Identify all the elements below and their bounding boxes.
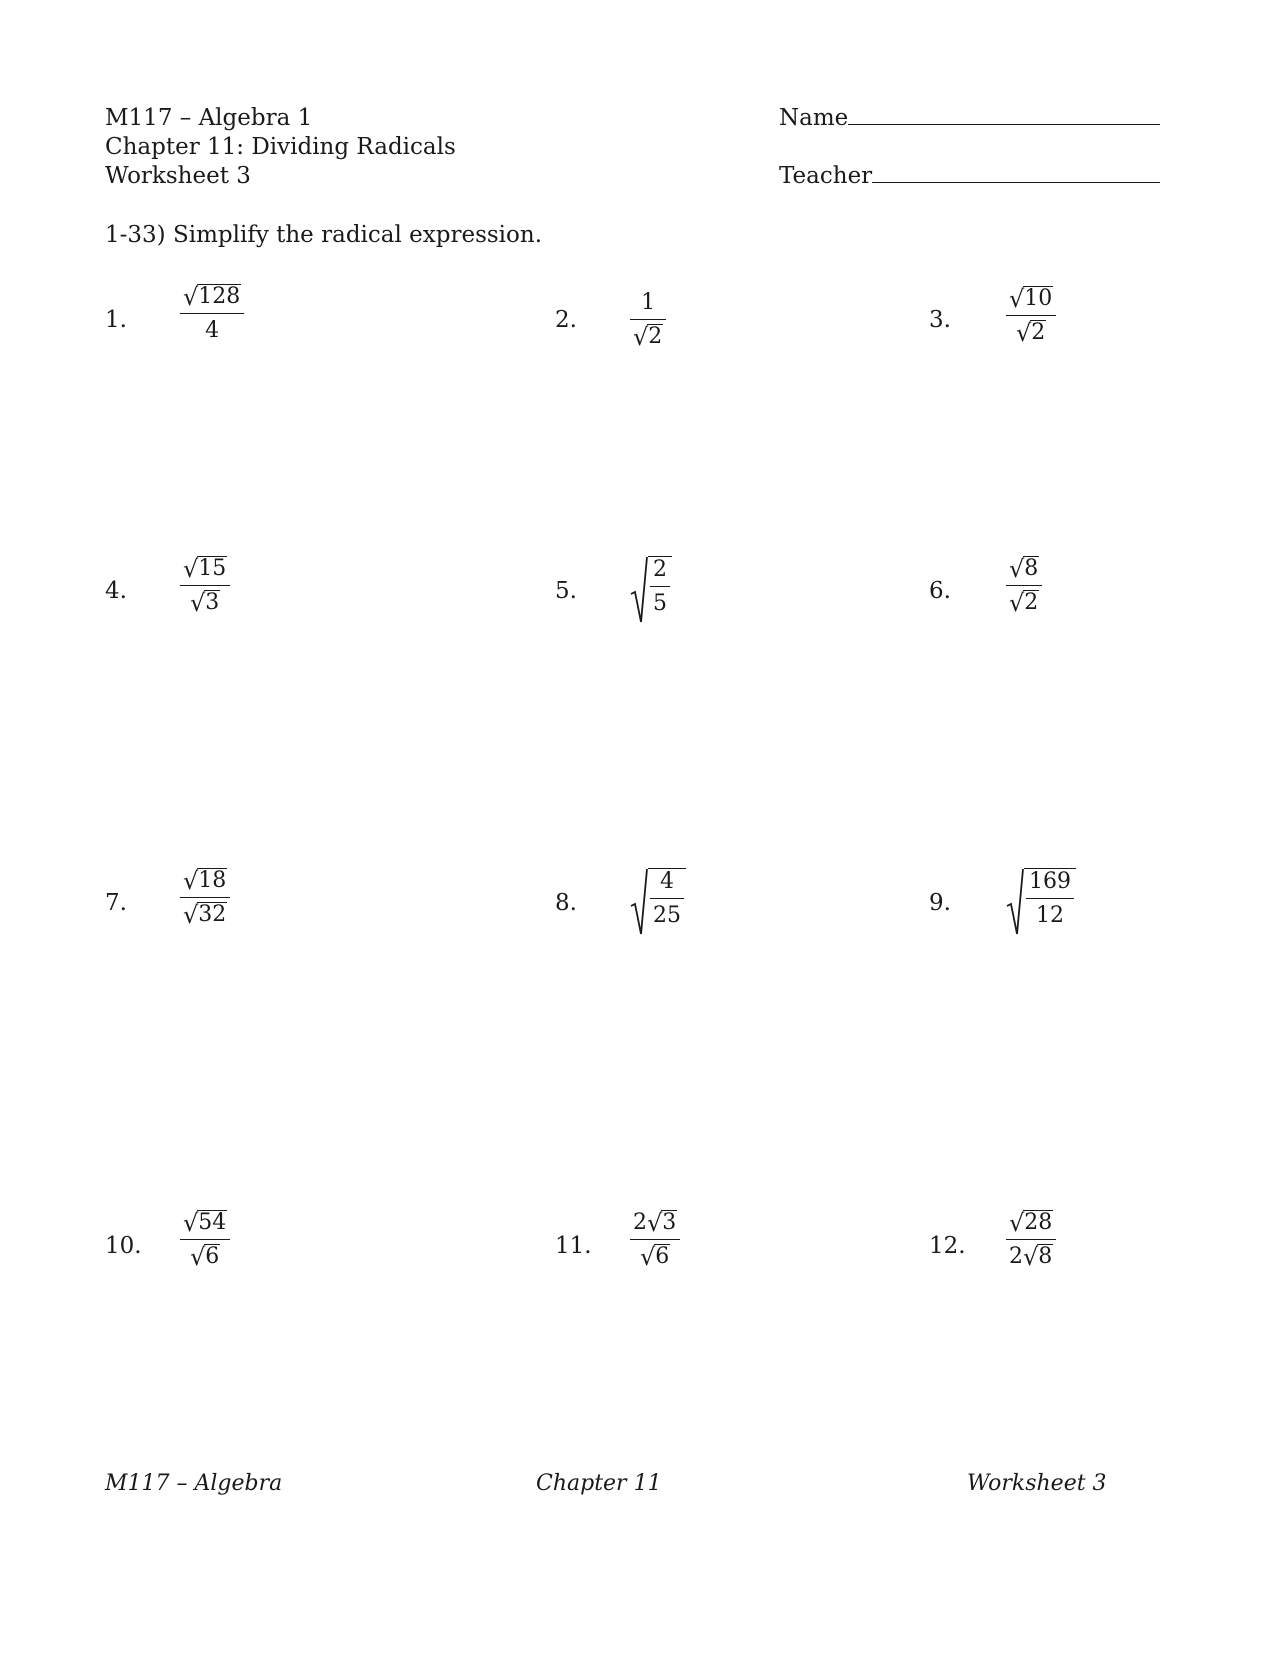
fraction-bar xyxy=(180,313,244,314)
fraction: 1 √ 2 xyxy=(630,290,666,350)
teacher-field[interactable] xyxy=(779,162,1160,189)
radical: √ 8 xyxy=(1009,555,1039,583)
fraction-bar xyxy=(650,586,670,587)
radical xyxy=(1006,868,1076,936)
footer-center: Chapter 11 xyxy=(536,1471,662,1496)
problem-number: 10. xyxy=(105,1233,142,1259)
name-blank-line[interactable] xyxy=(848,104,1160,125)
fraction-bar xyxy=(180,1239,230,1240)
teacher-label: Teacher xyxy=(779,163,873,189)
radical-sign xyxy=(630,868,648,936)
problem-5-expression xyxy=(630,556,672,624)
fraction: $\frac{4}{25}$ xyxy=(650,869,684,929)
fraction-bar xyxy=(1006,1239,1056,1240)
course-title: M117 – Algebra 1 xyxy=(105,105,313,131)
problem-number: 12. xyxy=(929,1233,966,1259)
radical: √ 28 xyxy=(1009,1209,1053,1237)
worksheet-title: Worksheet 3 xyxy=(105,163,251,189)
name-label: Name xyxy=(779,105,849,131)
radical: √ 15 xyxy=(183,555,227,583)
radical-sign xyxy=(630,556,648,624)
radical: √ 6 xyxy=(640,1243,670,1271)
problem-number: 1. xyxy=(105,307,127,333)
radical: √ 10 xyxy=(1009,285,1053,313)
radical: √ 2 xyxy=(1016,319,1046,347)
fraction: 2 √ 3 √ 6 xyxy=(630,1210,680,1270)
fraction-bar xyxy=(1006,315,1056,316)
fraction xyxy=(180,868,230,928)
problem-11-expression xyxy=(630,1210,680,1270)
problem-number: 8. xyxy=(555,890,577,916)
radical: √ 54 xyxy=(183,1209,227,1237)
problem-number: 7. xyxy=(105,890,127,916)
fraction-bar xyxy=(1006,585,1042,586)
problem-4-expression xyxy=(180,556,230,616)
name-field[interactable] xyxy=(779,104,1160,131)
instructions: 1-33) Simplify the radical expression. xyxy=(105,222,542,248)
fraction-bar xyxy=(180,897,230,898)
problem-8-expression xyxy=(630,868,686,936)
problem-3-expression xyxy=(1006,286,1056,346)
radical: √ 18 xyxy=(183,867,227,895)
problem-number: 3. xyxy=(929,307,951,333)
problem-number: 6. xyxy=(929,578,951,604)
problem-number: 4. xyxy=(105,578,127,604)
radical xyxy=(630,556,672,624)
fraction-bar xyxy=(1026,898,1074,899)
fraction: $\frac{169}{12}$ xyxy=(1026,869,1074,929)
worksheet-header xyxy=(105,104,456,191)
radical: √ 3 xyxy=(647,1209,677,1237)
radical: √ 32 xyxy=(183,901,227,929)
fraction-bar xyxy=(650,898,684,899)
fraction: √ 128 4 xyxy=(180,284,244,344)
fraction: √ 28 2 √ 8 xyxy=(1006,1210,1056,1270)
problem-1-expression xyxy=(180,284,244,344)
problem-6-expression xyxy=(1006,556,1042,616)
fraction-bar xyxy=(180,585,230,586)
footer-left: M117 – Algebra xyxy=(105,1471,283,1496)
teacher-blank-line[interactable] xyxy=(872,162,1160,183)
problem-7-expression xyxy=(180,868,230,928)
problem-number: 5. xyxy=(555,578,577,604)
chapter-title: Chapter 11: Dividing Radicals xyxy=(105,134,456,160)
radical xyxy=(630,868,686,936)
problem-number: 9. xyxy=(929,890,951,916)
problem-10-expression xyxy=(180,1210,230,1270)
footer-right: Worksheet 3 xyxy=(967,1471,1107,1496)
problem-number: 11. xyxy=(555,1233,592,1259)
problem-number: 2. xyxy=(555,307,577,333)
fraction: $\frac{2}{5}$ xyxy=(650,557,670,617)
fraction xyxy=(180,1210,230,1270)
radical: √ 128 xyxy=(183,283,241,311)
radical: √ 6 xyxy=(190,1243,220,1271)
problem-12-expression xyxy=(1006,1210,1056,1270)
radical: √ 2 xyxy=(633,323,663,351)
fraction-bar xyxy=(630,319,666,320)
radical: √ 2 xyxy=(1009,589,1039,617)
radical-sign xyxy=(1006,868,1024,936)
fraction-bar xyxy=(630,1239,680,1240)
radical: √ 3 xyxy=(190,589,220,617)
fraction xyxy=(180,556,230,616)
fraction xyxy=(1006,556,1042,616)
problem-9-expression xyxy=(1006,868,1076,936)
radical: √ 8 xyxy=(1023,1243,1053,1271)
fraction xyxy=(1006,286,1056,346)
problem-2-expression xyxy=(630,290,666,350)
